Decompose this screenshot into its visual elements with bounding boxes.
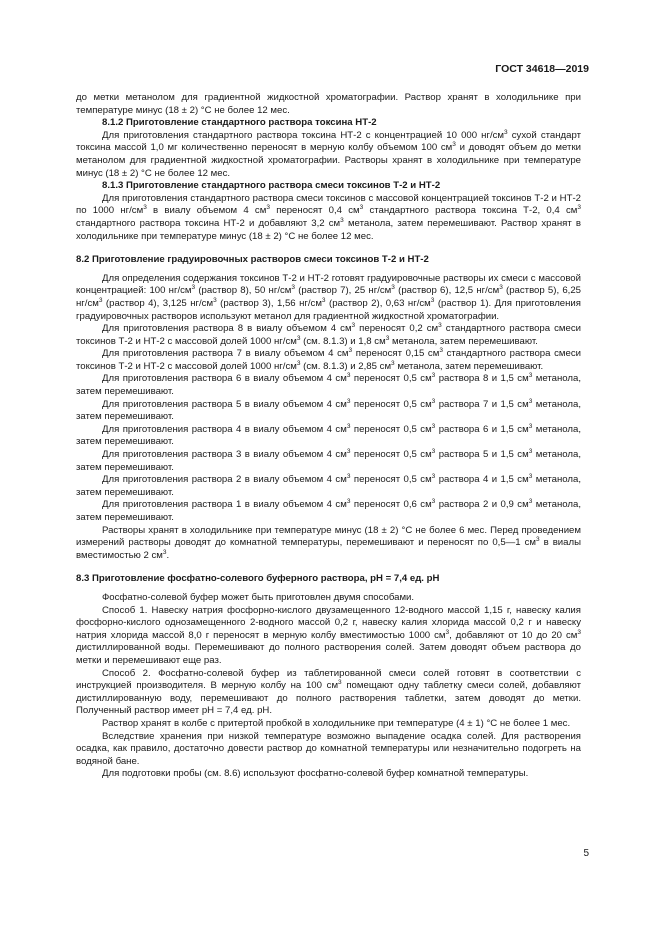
standard-code: ГОСТ 34618—2019: [495, 63, 589, 75]
body-paragraph: Для приготовления раствора 2 в виалу объемом 4 $см^3$ переносят 0,5 $см^3$ раствора 4 и 1,5 $см^3$ метанола, затем перемешивают.: [76, 473, 582, 498]
section-heading: 8.3 Приготовление фосфатно-солевого буферного раствора, рН = 7,4 ед. рН: [76, 573, 440, 585]
document-body: [76, 92, 581, 781]
body-paragraph: Для приготовления раствора 4 в виалу объемом 4 $см^3$ переносят 0,5 $см^3$ раствора 6 и 1,5 $см^3$ метанола, затем перемешивают.: [76, 422, 582, 448]
subsection-heading: 8.1.3 Приготовление стандартного раствора смеси токсинов Т-2 и НТ-2: [102, 180, 441, 192]
subsection-heading: 8.1.2 Приготовление стандартного раствора токсина НТ-2: [102, 117, 377, 129]
body-paragraph: Для приготовления раствора 6 в виалу объемом 4 $см^3$ переносят 0,5 $см^3$ раствора 8 и 1,5 $см^3$ метанола, затем перемешивают.: [76, 372, 582, 398]
body-paragraph: Вследствие хранения при низкой температуре возможно выпадение осадка солей. Для растворения осадка, как правило, достаточно довести раствор до комнатной температуры или незначительно подогреть на водяной бане.: [76, 730, 581, 767]
body-paragraph: Для приготовления раствора 7 в виалу объемом 4 $см^3$ переносят 0,15 $см^3$ стандартного раствора смеси токсинов Т-2 и НТ-2 с массовой долей 1000 $нг/см^3$ (см. 8.1.3) и 2,85 $см^3$ метанола, затем перемешивают.: [76, 347, 581, 372]
body-paragraph: Для приготовления стандартного раствора токсина НТ-2 с концентрацией 10 000 $нг/см^3$ сухой стандарт токсина массой 1,0 мг количественно переносят в мерную колбу объемом 100 $см^3$ и доводят объем до метки метанолом для градиентной жидкостной хроматографии. Растворы хранят в холодильнике при температуре минус (18 ± 2) °С не более 12 мес.: [76, 128, 581, 179]
body-paragraph: Растворы хранят в холодильнике при температуре минус (18 ± 2) °С не более 6 мес. Перед проведением измерений растворы доводят до комнатной температуры, перемешивают и переносят по 0,5—1 $см^3$ в виалы вместимостью 2 $см^3$.: [76, 524, 581, 561]
body-paragraph: Фосфатно-солевой буфер может быть приготовлен двумя способами.: [102, 591, 415, 603]
body-paragraph: Для приготовления раствора 3 в виалу объемом 4 $см^3$ переносят 0,5 $см^3$ раствора 5 и 1,5 $см^3$ метанола, затем перемешивают.: [76, 448, 582, 473]
body-paragraph: Способ 2. Фосфатно-солевой буфер из таблетированной смеси солей готовят в соответствии с инструкцией производителя. В мерную колбу на 100 $см^3$ помещают одну таблетку смеси солей, добавляют дистиллированную воду, перемешивают до полного растворения таблетки, затем доводят до метки. Полученный раствор имеет рН = 7,4 ед. рН.: [76, 667, 581, 717]
body-paragraph: Раствор хранят в колбе с притертой пробкой в холодильнике при температуре (4 ± 1) °С не более 1 мес.: [102, 717, 571, 729]
section-heading: 8.2 Приготовление градуировочных растворов смеси токсинов Т-2 и НТ-2: [76, 254, 429, 266]
body-paragraph: Для приготовления раствора 8 в виалу объемом 4 $см^3$ переносят 0,2 $см^3$ стандартного раствора смеси токсинов Т-2 и НТ-2 с массовой долей 1000 $нг/см^3$ (см. 8.1.3) и 1,8 $см^3$ метанола, затем перемешивают.: [76, 322, 581, 347]
body-paragraph: до метки метанолом для градиентной жидкостной хроматографии. Раствор хранят в холодильнике при температуре минус (18 ± 2) °С не более 12 мес.: [76, 92, 581, 116]
body-paragraph: Для приготовления раствора 1 в виалу объемом 4 $см^3$ переносят 0,6 $см^3$ раствора 2 и 0,9 $см^3$ метанола, затем перемешивают.: [76, 498, 582, 523]
body-paragraph: Способ 1. Навеску натрия фосфорно-кислого двузамещенного 12-водного массой 1,15 г, навеску калия фосфорно-кислого однозамещенного 2-водного массой 0,2 г, навеску калия хлорида массой 0,2 г и навеску натрия хлорида массой 8,0 г переносят в мерную колбу вместимостью 1000 $см^3$, добавляют от 10 до 20 $см^3$ дистиллированной воды. Перемешивают до полного растворения солей. Затем доводят объем раствора до метки и перемешивают еще раз.: [76, 604, 582, 666]
body-paragraph: Для подготовки пробы (см. 8.6) используют фосфатно-солевой буфер комнатной температуры.: [102, 768, 529, 780]
page-number: 5: [583, 848, 589, 859]
body-paragraph: Для приготовления раствора 5 в виалу объемом 4 $см^3$ переносят 0,5 $см^3$ раствора 7 и 1,5 $см^3$ метанола, затем перемешивают.: [76, 397, 582, 423]
body-paragraph: Для определения содержания токсинов Т-2 и НТ-2 готовят градуировочные растворы их смеси с массовой концентрацией: 100 $нг/см^3$ (раствор 8), 50 $нг/см^3$ (раствор 7), 25 $нг/см^3$ (раствор 6), 12,5 $нг/см^3$ (раствор 5), 6,25 $нг/см^3$ (раствор 4), 3,125 $нг/см^3$ (раствор 3), 1,56 $нг/см^3$ (раствор 2), 0,63 $нг/см^3$ (раствор 1). Для приготовления градуировочных растворов используют метанол для градиентной жидкостной хроматографии.: [76, 272, 582, 322]
body-paragraph: Для приготовления стандартного раствора смеси токсинов с массовой концентрацией токсинов Т-2 и НТ-2 по 1000 $нг/см^3$ в виалу объемом 4 $см^3$ переносят 0,4 $см^3$ стандартного раствора токсина Т-2, 0,4 $см^3$ стандартного раствора токсина НТ-2 и добавляют 3,2 $см^3$ метанола, затем перемешивают. Раствор хранят в холодильнике при температуре минус (18 ± 2) °С не более 12 мес.: [76, 192, 582, 242]
